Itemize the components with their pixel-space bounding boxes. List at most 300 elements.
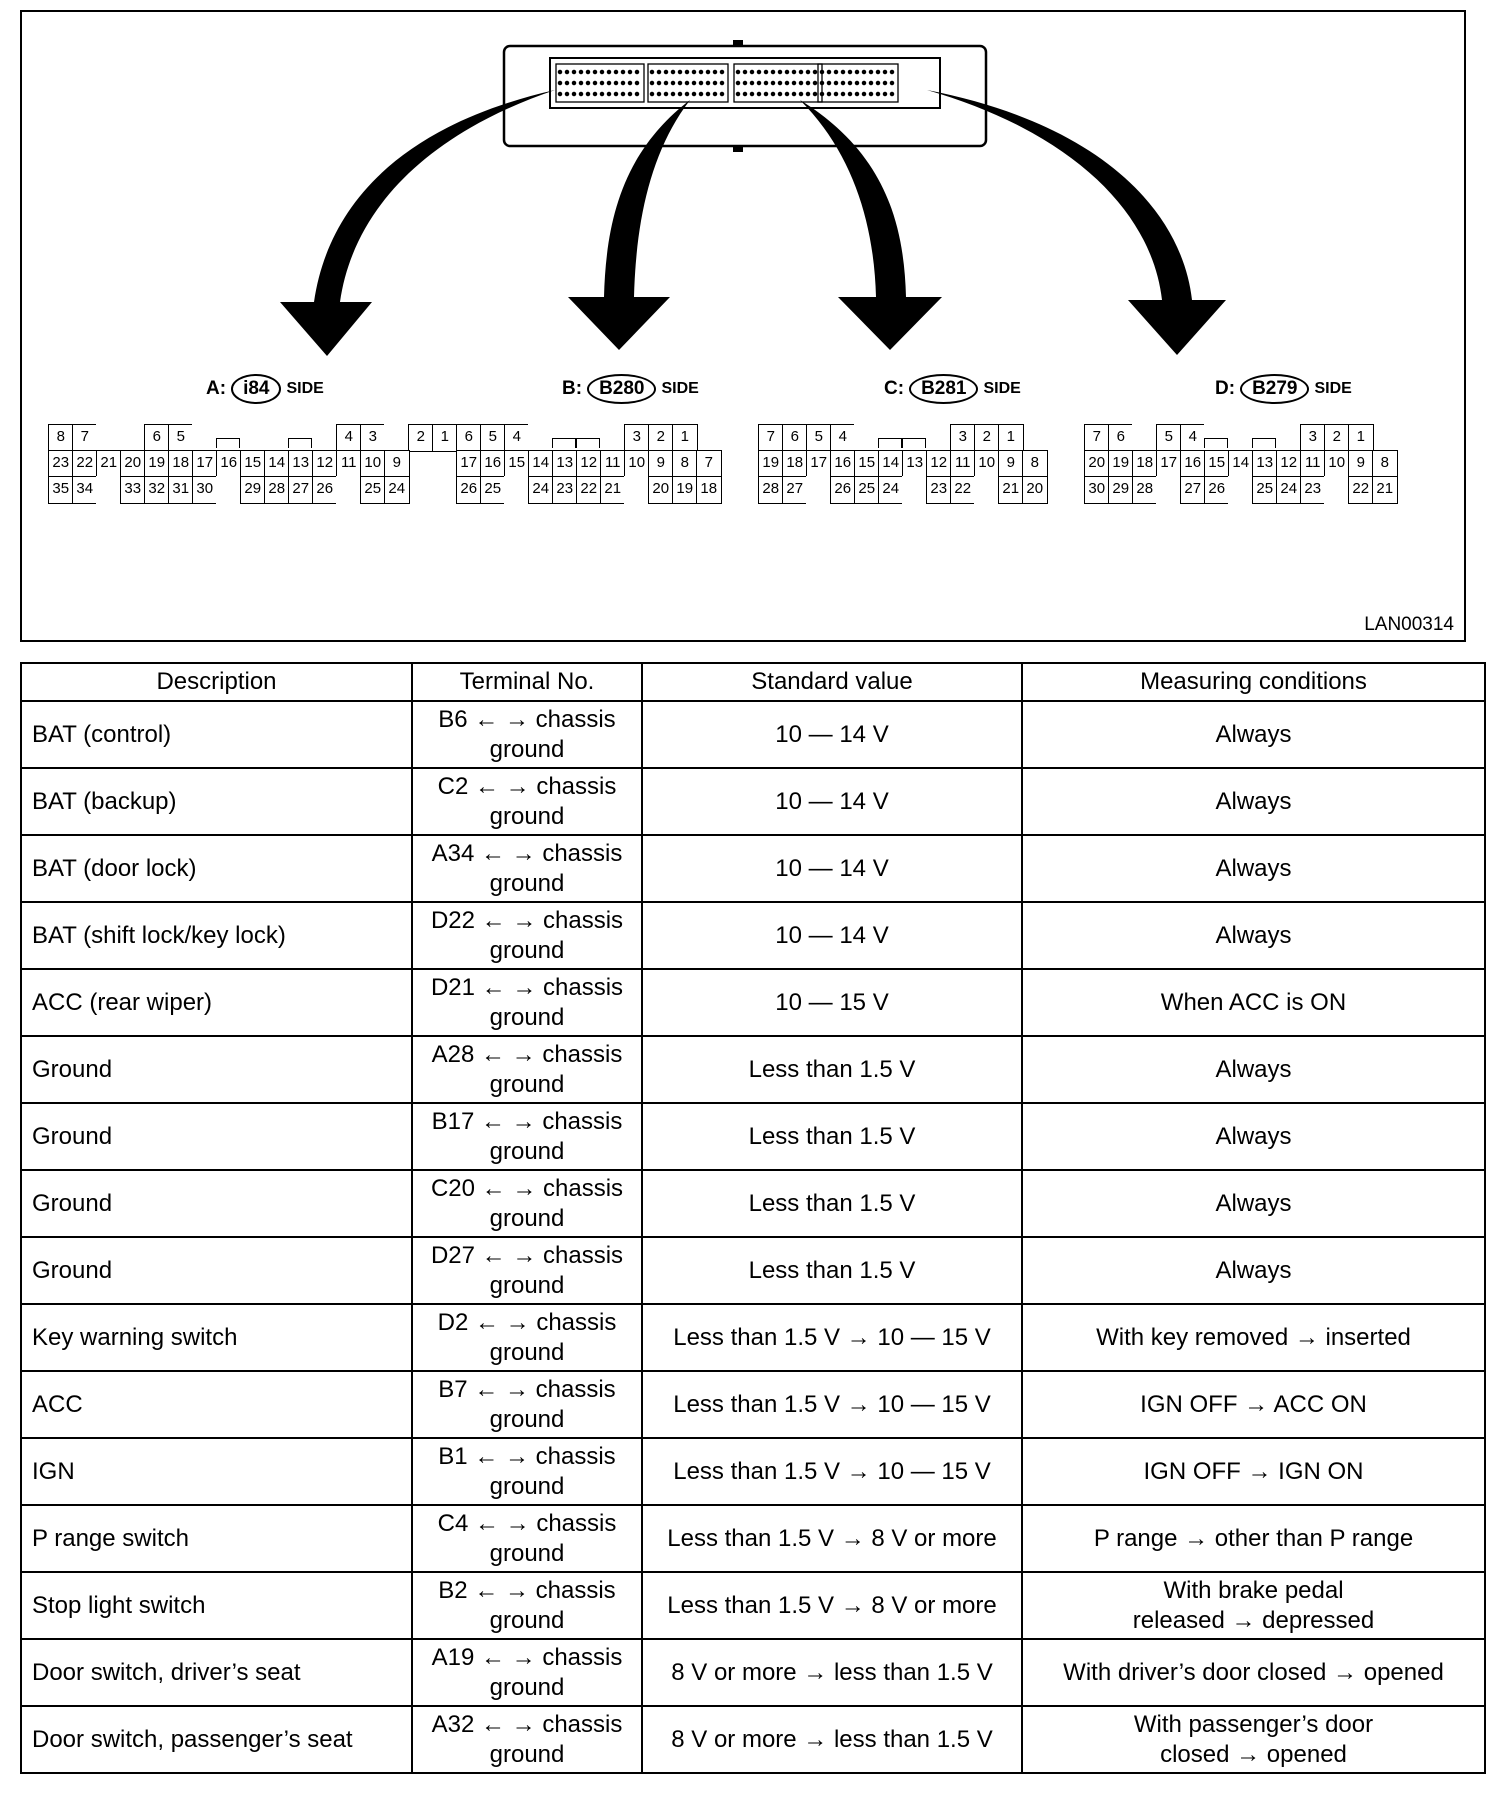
cell-line: Less than 1.5 V → 8 V or more	[667, 1591, 997, 1619]
pin-cell: 17	[192, 450, 218, 478]
cell-conditions	[1022, 768, 1485, 835]
pin-cell-empty	[1228, 476, 1254, 504]
cell-description: ACC (rear wiper)	[21, 969, 412, 1036]
face-pin	[593, 92, 596, 95]
face-pin	[607, 92, 610, 95]
pin-cell-empty	[1276, 424, 1302, 452]
pin-cell: 10	[624, 450, 650, 478]
face-pin	[799, 92, 802, 95]
face-pin	[827, 92, 830, 95]
header-standard-value: Standard value	[642, 663, 1022, 701]
connector-c-code: B281	[909, 374, 978, 404]
pin-cell: 2	[974, 424, 1000, 452]
cell-line: Less than 1.5 V → 10 — 15 V	[673, 1323, 991, 1351]
pin-cell: 19	[672, 476, 698, 504]
face-pin	[750, 70, 753, 73]
face-pin	[750, 81, 753, 84]
face-pin	[572, 81, 575, 84]
pin-cell: 8	[1372, 450, 1398, 478]
face-pin	[720, 81, 723, 84]
cell-line: D21 ← → chassis	[430, 973, 624, 1001]
pin-cell: 32	[144, 476, 170, 504]
cell-line: ground	[489, 1338, 565, 1366]
cell-conditions	[1022, 1639, 1485, 1706]
cell-line: ground	[489, 1673, 565, 1701]
face-pin	[743, 70, 746, 73]
face-pin	[862, 92, 865, 95]
cell-line: 10 — 14 V	[775, 720, 889, 748]
cell-conditions	[1022, 1572, 1485, 1639]
connector-c-label: C: B281 SIDE	[884, 374, 1021, 404]
table-row	[21, 1237, 1485, 1304]
cell-line: B2 ← → chassis	[438, 1576, 616, 1604]
cell-line: Less than 1.5 V → 10 — 15 V	[673, 1457, 991, 1485]
cell-standard	[642, 835, 1022, 902]
cell-standard	[642, 1237, 1022, 1304]
cell-standard	[642, 1103, 1022, 1170]
pin-cell-empty	[240, 424, 266, 452]
pin-cell: 4	[830, 424, 856, 452]
cell-line: IGN OFF → IGN ON	[1143, 1457, 1364, 1485]
face-pin	[736, 70, 739, 73]
pin-cell: 23	[1300, 476, 1326, 504]
table-row	[21, 1371, 1485, 1438]
cell-terminal	[412, 1237, 642, 1304]
pin-cell: 21	[1372, 476, 1398, 504]
pin-cell: 28	[264, 476, 290, 504]
face-pin	[607, 81, 610, 84]
pin-cell: 2	[1324, 424, 1350, 452]
pin-cell: 11	[950, 450, 976, 478]
face-pin	[813, 81, 816, 84]
cell-conditions	[1022, 1505, 1485, 1572]
pin-cell-empty	[806, 476, 832, 504]
pin-cell-empty	[902, 476, 928, 504]
pin-cell: 13	[552, 450, 578, 478]
face-pin	[834, 70, 837, 73]
cell-line: ground	[489, 802, 565, 830]
cell-conditions	[1022, 969, 1485, 1036]
pin-cell: 2	[408, 424, 434, 452]
cell-line: ground	[489, 1070, 565, 1098]
cell-line: C20 ← → chassis	[430, 1174, 624, 1202]
pin-cell: 7	[72, 424, 98, 452]
table-row	[21, 768, 1485, 835]
cell-standard	[642, 701, 1022, 768]
face-pin	[664, 70, 667, 73]
face-pin	[607, 70, 610, 73]
latch-mark	[576, 438, 600, 448]
face-pin	[806, 70, 809, 73]
cell-line: Always	[1215, 1122, 1292, 1150]
cell-standard	[642, 768, 1022, 835]
pin-cell: 23	[48, 450, 74, 478]
face-pin	[778, 70, 781, 73]
control-module-drawing	[22, 12, 1468, 644]
pin-cell: 16	[1180, 450, 1206, 478]
pin-cell: 29	[240, 476, 266, 504]
cell-line: Less than 1.5 V	[748, 1189, 916, 1217]
pin-cell: 28	[758, 476, 784, 504]
face-pin	[820, 81, 823, 84]
face-pin	[820, 70, 823, 73]
pin-cell: 12	[1276, 450, 1302, 478]
cell-line: D22 ← → chassis	[430, 906, 624, 934]
face-pin	[848, 70, 851, 73]
face-pin	[890, 81, 893, 84]
face-pin	[628, 92, 631, 95]
cell-terminal	[412, 1572, 642, 1639]
pin-cell: 20	[1022, 476, 1048, 504]
connector-diagram	[20, 10, 1466, 642]
cell-line: P range → other than P range	[1093, 1524, 1414, 1552]
pin-cell-empty	[926, 424, 952, 452]
pin-cell: 22	[576, 476, 602, 504]
module-tab-bottom	[733, 146, 743, 152]
face-pin	[586, 81, 589, 84]
pin-cell: 15	[504, 450, 530, 478]
pin-cell: 14	[1228, 450, 1254, 478]
pin-cell: 5	[168, 424, 194, 452]
cell-line: Always	[1215, 921, 1292, 949]
face-pin	[792, 81, 795, 84]
pin-cell: 7	[758, 424, 784, 452]
pin-cell: 9	[998, 450, 1024, 478]
face-pin	[699, 81, 702, 84]
cell-standard	[642, 1505, 1022, 1572]
pin-cell: 10	[1324, 450, 1350, 478]
cell-line: Always	[1215, 854, 1292, 882]
header-terminal-no: Terminal No.	[412, 663, 642, 701]
pin-cell: 3	[1300, 424, 1326, 452]
cell-terminal	[412, 1639, 642, 1706]
face-pin	[586, 70, 589, 73]
cell-line: 8 V or more → less than 1.5 V	[671, 1658, 993, 1686]
cell-standard	[642, 969, 1022, 1036]
pin-cell: 28	[1132, 476, 1158, 504]
cell-line: ground	[489, 1204, 565, 1232]
face-pin	[713, 70, 716, 73]
cell-line: ground	[489, 1740, 565, 1768]
cell-description: ACC	[21, 1371, 412, 1438]
face-pin	[579, 81, 582, 84]
cell-conditions	[1022, 1371, 1485, 1438]
face-pin	[650, 92, 653, 95]
face-pin	[848, 81, 851, 84]
pin-cell: 5	[480, 424, 506, 452]
cell-line: B7 ← → chassis	[438, 1375, 616, 1403]
pin-cell: 25	[1252, 476, 1278, 504]
pin-cell: 20	[648, 476, 674, 504]
pin-cell-empty	[624, 476, 650, 504]
cell-description: BAT (backup)	[21, 768, 412, 835]
face-pin	[635, 70, 638, 73]
table-row	[21, 1036, 1485, 1103]
face-pin	[743, 92, 746, 95]
cell-line: Less than 1.5 V	[748, 1122, 916, 1150]
connector-d-code: B279	[1240, 374, 1309, 404]
pin-cell-empty	[312, 424, 338, 452]
cell-description: Ground	[21, 1103, 412, 1170]
pin-cell: 1	[672, 424, 698, 452]
pin-cell: 8	[48, 424, 74, 452]
face-pin	[565, 92, 568, 95]
pin-cell: 34	[72, 476, 98, 504]
table-row	[21, 1639, 1485, 1706]
cell-standard	[642, 1438, 1022, 1505]
table-row	[21, 701, 1485, 768]
pin-cell: 18	[168, 450, 194, 478]
header-description: Description	[21, 663, 412, 701]
table-row	[21, 969, 1485, 1036]
face-pin	[706, 92, 709, 95]
latch-mark	[552, 438, 576, 448]
face-pin	[579, 70, 582, 73]
cell-terminal	[412, 969, 642, 1036]
cell-standard	[642, 1371, 1022, 1438]
cell-line: ground	[489, 936, 565, 964]
face-pin	[600, 70, 603, 73]
pin-cell: 6	[144, 424, 170, 452]
face-pin	[771, 70, 774, 73]
cell-line: 8 V or more → less than 1.5 V	[671, 1725, 993, 1753]
face-pin	[764, 81, 767, 84]
face-pin	[841, 81, 844, 84]
pin-cell: 7	[1084, 424, 1110, 452]
face-pin	[621, 70, 624, 73]
pin-cell: 22	[72, 450, 98, 478]
face-pin	[736, 92, 739, 95]
face-pin	[883, 81, 886, 84]
cell-conditions	[1022, 1036, 1485, 1103]
pin-cell: 19	[1108, 450, 1134, 478]
cell-line: With key removed → inserted	[1096, 1323, 1411, 1351]
face-pin	[827, 81, 830, 84]
pin-cell: 1	[1348, 424, 1374, 452]
face-pin	[614, 92, 617, 95]
face-pin	[699, 70, 702, 73]
cell-terminal	[412, 768, 642, 835]
pin-cell: 30	[1084, 476, 1110, 504]
latch-mark	[902, 438, 926, 448]
pin-cell: 5	[806, 424, 832, 452]
face-pin	[743, 81, 746, 84]
pin-cell: 29	[1108, 476, 1134, 504]
cell-line: IGN OFF → ACC ON	[1140, 1390, 1367, 1418]
face-pin	[855, 92, 858, 95]
cell-line: ground	[489, 1271, 565, 1299]
face-pin	[586, 92, 589, 95]
face-pin	[685, 70, 688, 73]
cell-line: A28 ← → chassis	[431, 1040, 623, 1068]
cell-line: ground	[489, 735, 565, 763]
pin-cell-empty	[96, 424, 122, 452]
face-pin	[699, 92, 702, 95]
connector-a-label: A: i84 SIDE	[206, 374, 324, 404]
pin-cell: 14	[264, 450, 290, 478]
pin-cell: 3	[950, 424, 976, 452]
cell-line: A19 ← → chassis	[431, 1643, 623, 1671]
face-pin	[869, 70, 872, 73]
pin-cell: 2	[648, 424, 674, 452]
table-row	[21, 1304, 1485, 1371]
cell-line: B1 ← → chassis	[438, 1442, 616, 1470]
face-pin	[671, 70, 674, 73]
pin-cell: 8	[1022, 450, 1048, 478]
pin-cell: 22	[1348, 476, 1374, 504]
pin-cell: 18	[782, 450, 808, 478]
face-pin	[792, 70, 795, 73]
latch-mark	[288, 438, 312, 448]
pin-cell: 9	[648, 450, 674, 478]
pin-cell: 11	[1300, 450, 1326, 478]
cell-line: With brake pedal	[1163, 1576, 1344, 1604]
cell-line: ground	[489, 1405, 565, 1433]
module-tab-top	[733, 40, 743, 46]
cell-line: B17 ← → chassis	[431, 1107, 623, 1135]
face-pin	[778, 81, 781, 84]
table-row	[21, 1572, 1485, 1639]
face-pin	[635, 81, 638, 84]
face-pin	[593, 70, 596, 73]
cell-line: Always	[1215, 787, 1292, 815]
face-pin	[785, 81, 788, 84]
face-pin	[635, 92, 638, 95]
table-row	[21, 835, 1485, 902]
pin-cell: 35	[48, 476, 74, 504]
face-pin	[841, 70, 844, 73]
pin-cell: 11	[600, 450, 626, 478]
cell-line: A34 ← → chassis	[431, 839, 623, 867]
face-pin	[565, 81, 568, 84]
pin-cell: 18	[1132, 450, 1158, 478]
latch-mark	[878, 438, 902, 448]
cell-terminal	[412, 1505, 642, 1572]
table-row	[21, 1706, 1485, 1773]
cell-conditions	[1022, 701, 1485, 768]
pin-cell: 23	[552, 476, 578, 504]
face-pin	[785, 70, 788, 73]
face-pin	[664, 81, 667, 84]
cell-line: When ACC is ON	[1160, 988, 1347, 1016]
pin-cell-empty	[974, 476, 1000, 504]
cell-standard	[642, 1706, 1022, 1773]
face-pin	[862, 81, 865, 84]
cell-line: Always	[1215, 720, 1292, 748]
face-pin	[678, 92, 681, 95]
face-pin	[600, 81, 603, 84]
cell-description: Ground	[21, 1237, 412, 1304]
face-pin	[771, 92, 774, 95]
cell-line: released → depressed	[1132, 1606, 1375, 1634]
latch-mark	[1204, 438, 1228, 448]
cell-description: IGN	[21, 1438, 412, 1505]
cell-standard	[642, 1572, 1022, 1639]
cell-line: D27 ← → chassis	[430, 1241, 624, 1269]
pin-cell: 12	[576, 450, 602, 478]
cell-line: ground	[489, 1137, 565, 1165]
face-pin	[614, 81, 617, 84]
cell-description: Door switch, passenger’s seat	[21, 1706, 412, 1773]
table-row	[21, 1170, 1485, 1237]
cell-line: B6 ← → chassis	[438, 705, 616, 733]
table-row	[21, 1438, 1485, 1505]
cell-line: Always	[1215, 1055, 1292, 1083]
face-pin	[750, 92, 753, 95]
cell-standard	[642, 1036, 1022, 1103]
pin-cell: 3	[360, 424, 386, 452]
cell-line: D2 ← → chassis	[437, 1308, 617, 1336]
pin-cell: 22	[950, 476, 976, 504]
pin-cell: 24	[878, 476, 904, 504]
latch-mark	[216, 438, 240, 448]
face-pin	[799, 70, 802, 73]
pin-cell: 24	[384, 476, 410, 504]
face-pin	[678, 70, 681, 73]
table-header-row	[21, 663, 1485, 701]
face-pin	[813, 70, 816, 73]
cell-line: With driver’s door closed → opened	[1063, 1658, 1444, 1686]
face-pin	[806, 81, 809, 84]
terminal-spec-table	[20, 662, 1486, 1774]
pin-cell: 21	[96, 450, 122, 478]
cell-description: Door switch, driver’s seat	[21, 1639, 412, 1706]
pin-cell-empty	[384, 424, 410, 452]
face-pin	[650, 81, 653, 84]
pin-cell: 27	[782, 476, 808, 504]
cell-standard	[642, 1170, 1022, 1237]
cell-conditions	[1022, 1170, 1485, 1237]
face-pin	[706, 70, 709, 73]
cell-conditions	[1022, 1706, 1485, 1773]
cell-line: Less than 1.5 V → 8 V or more	[667, 1524, 997, 1552]
pin-cell: 10	[360, 450, 386, 478]
connector-d-label: D: B279 SIDE	[1215, 374, 1352, 404]
face-pin	[678, 81, 681, 84]
cell-description: P range switch	[21, 1505, 412, 1572]
face-pin	[692, 92, 695, 95]
cell-terminal	[412, 701, 642, 768]
face-pin	[862, 70, 865, 73]
pin-cell: 26	[456, 476, 482, 504]
cell-line: 10 — 14 V	[775, 921, 889, 949]
pin-cell-empty	[264, 424, 290, 452]
face-pin	[841, 92, 844, 95]
face-pin	[671, 92, 674, 95]
cell-terminal	[412, 1103, 642, 1170]
face-pin	[692, 81, 695, 84]
face-pin	[628, 70, 631, 73]
face-pin	[890, 70, 893, 73]
pin-cell: 26	[1204, 476, 1230, 504]
pin-cell: 25	[480, 476, 506, 504]
face-pin	[650, 70, 653, 73]
pin-cell: 14	[528, 450, 554, 478]
pin-cell: 6	[1108, 424, 1134, 452]
cell-line: 10 — 15 V	[775, 988, 889, 1016]
pin-cell: 8	[672, 450, 698, 478]
cell-line: ground	[489, 1539, 565, 1567]
face-pin	[827, 70, 830, 73]
header-measuring-conditions: Measuring conditions	[1022, 663, 1485, 701]
face-pin	[657, 92, 660, 95]
face-pin	[565, 70, 568, 73]
cell-line: 10 — 14 V	[775, 854, 889, 882]
cell-conditions	[1022, 1304, 1485, 1371]
face-pin	[692, 70, 695, 73]
cell-line: Less than 1.5 V → 10 — 15 V	[673, 1390, 991, 1418]
pin-cell: 7	[696, 450, 722, 478]
